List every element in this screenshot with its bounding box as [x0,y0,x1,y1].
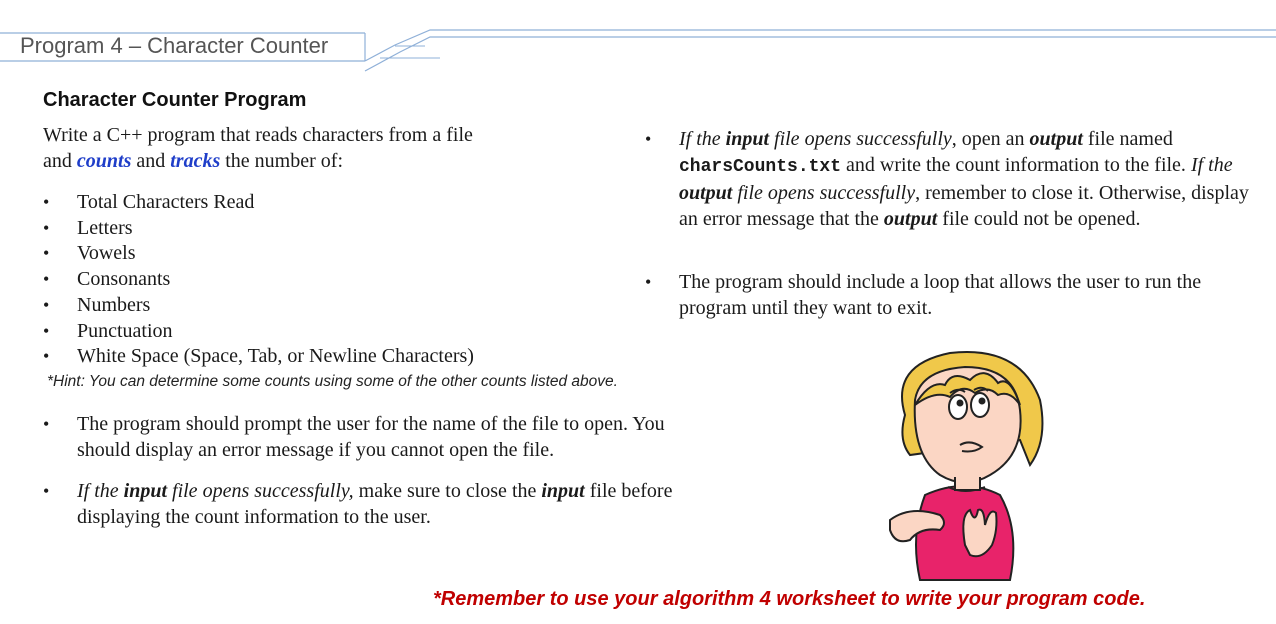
hint-text: *Hint: You can determine some counts using some of the other counts listed above. [47,373,618,390]
bullet-prompt: • The program should prompt the user for the name of the file to open. You should display an error message if you cannot open the file. [43,411,717,463]
list-item: • Total Characters Read [43,190,603,216]
tracks-emphasis: tracks [170,150,221,172]
list-item: • Numbers [43,293,603,319]
intro-paragraph: Write a C++ program that reads characters from a file and counts and tracks the number of: [43,124,473,172]
section-heading: Character Counter Program [43,89,307,111]
slide-title: Program 4 – Character Counter [20,33,329,58]
list-item: • White Space (Space, Tab, or Newline Characters) [43,344,603,370]
output-filename: charsCounts.txt [679,157,842,177]
list-item: • Vowels [43,241,603,267]
list-item: • Consonants [43,267,603,293]
confused-kid-illustration [870,345,1060,585]
count-items-list [43,190,603,370]
list-item: • Punctuation [43,319,603,345]
bullet-loop: • The program should include a loop that allows the user to run the program until they want to exit. [645,269,1249,321]
counts-emphasis: counts [76,150,132,172]
bullet-close-input: • If the input file opens successfully, make sure to close the input file before displaying the count information to the user. [43,478,717,530]
reminder-text: *Remember to use your algorithm 4 worksheet to write your program code. [433,588,1146,610]
bullet-output-file: • If the input file opens successfully, open an output file named charsCounts.txt and write the count information to the file. If the output file opens successfully, remember to close it. Otherwise, display an error message that the output file could not be opened. [645,126,1249,232]
list-item: • Letters [43,216,603,242]
